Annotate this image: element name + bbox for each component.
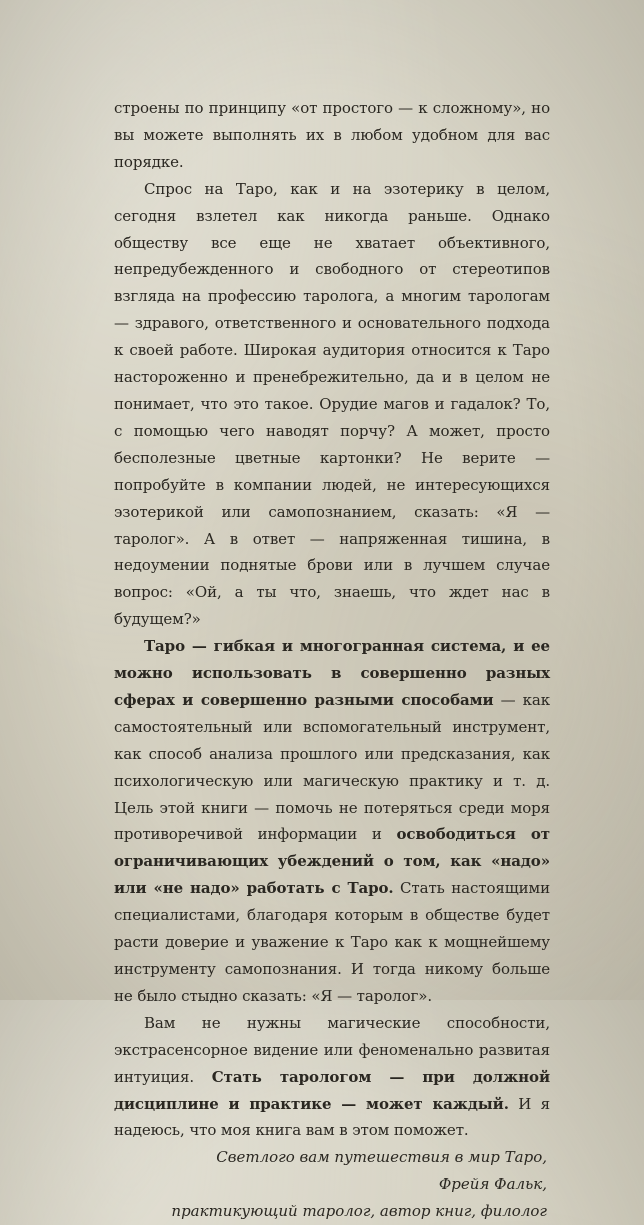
paragraph-text: Вам не нужны магические способности, экстрасенсорное видение или феноменально развитая интуиция. bbox=[114, 1013, 550, 1086]
paragraph-intro-continuation bbox=[114, 95, 550, 176]
book-page bbox=[114, 95, 550, 1225]
paragraph-tarot-demand bbox=[114, 176, 550, 633]
paragraph-text: строены по принципу «от простого — к сложному», но вы можете выполнять их в любом удобном для вас порядке. bbox=[114, 99, 550, 171]
paragraph-text: Спрос на Таро, как и на эзотерику в целом, сегодня взлетел как никогда раньше. Однако обществу все еще не хватает объективного, непредубежденного и свободного от стереотипов взгляда на профессию таролога, а многим тарологам — здравого, ответственного и основательного подхода к своей работе. Широкая аудитория относится к Таро настороженно и пренебрежительно, да и в целом не понимает, что это такое. Орудие магов и гадалок? То, с помощью чего наводят порчу? А может, просто бесполезные цветные картонки? Не верите — попробуйте в компании людей, не интересующихся эзотерикой или самопознанием, сказать: «Я — таролог». А в ответ — напряженная тишина, в недоумении поднятые брови или в лучшем случае вопрос: «Ой, а ты что, знаешь, что ждет нас в будущем?» bbox=[114, 179, 550, 629]
signature-author-name: Фрейя Фальк, bbox=[438, 1175, 547, 1194]
emphasis-text: освободиться от ограничивающих убеждений о том, как «надо» или «не надо» работать с Таро. bbox=[114, 825, 550, 898]
paragraph-text: — как самостоятельный или вспомогательный инструмент, как способ анализа прошлого или предсказания, как психологическую или магическую практику и т. д. Цель этой книги — помочь не потеряться среди моря противоречивой информации и bbox=[114, 690, 550, 844]
emphasis-text: Стать тарологом — при должной дисциплине и практике — может каждый. bbox=[114, 1067, 550, 1113]
signature-author-title: практикующий таролог, автор книг, филолог bbox=[171, 1202, 547, 1221]
paragraph-anyone-can bbox=[114, 1010, 550, 1145]
paragraph-text: Стать настоящими специалистами, благодаря которым в обществе будет расти доверие и уважение к Таро как к мощнейшему инструменту самопознания. И тогда никому больше не было стыдно сказать: «Я — таролог». bbox=[114, 879, 550, 1005]
emphasis-text: Таро — гибкая и многогранная система, и ее можно использовать в совершенно разных сферах и совершенно разными способами bbox=[114, 637, 550, 709]
signature-greeting: Светлого вам путешествия в мир Таро, bbox=[216, 1148, 547, 1167]
paragraph-text: И я надеюсь, что моя книга вам в этом поможет. bbox=[114, 1094, 550, 1140]
paragraph-tarot-system bbox=[114, 633, 550, 1010]
